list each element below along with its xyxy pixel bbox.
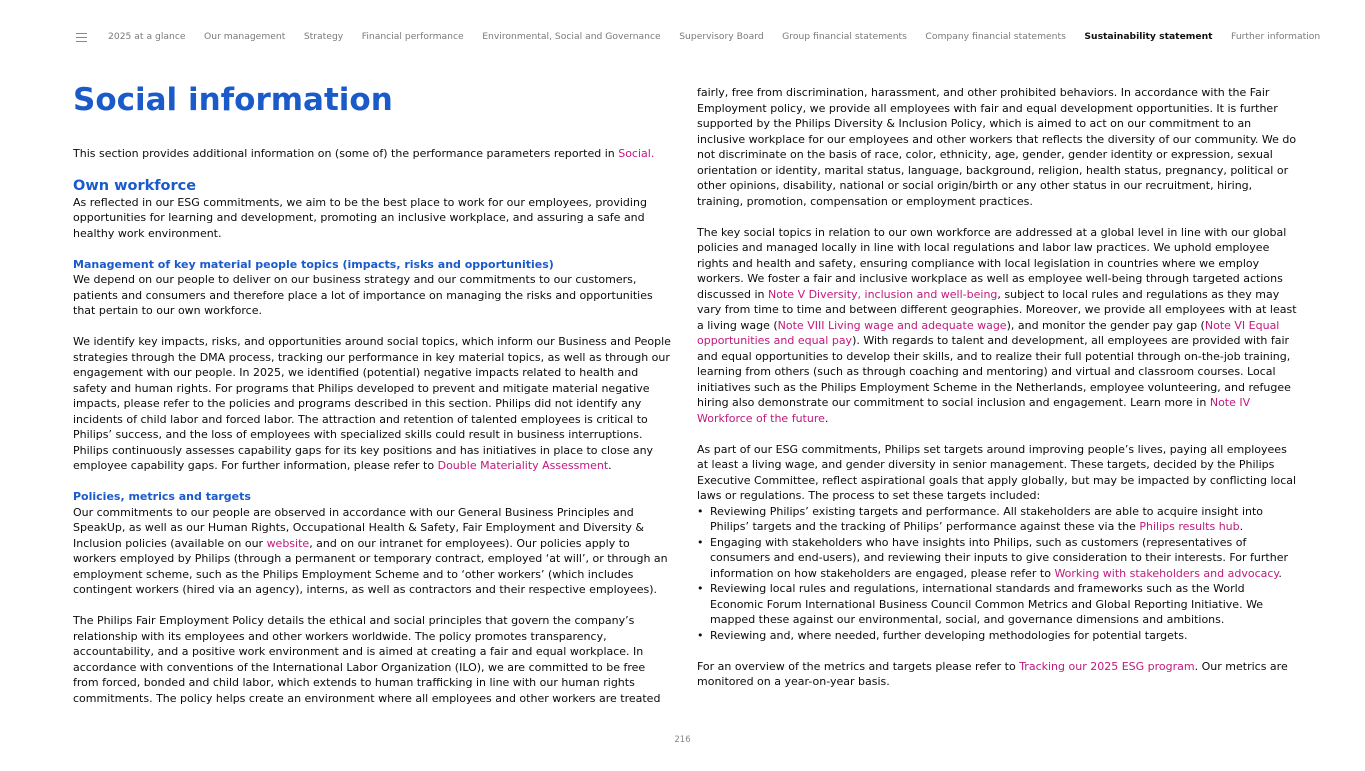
- social-link[interactable]: Social.: [618, 147, 655, 160]
- nav-item-strategy[interactable]: Strategy: [303, 31, 344, 42]
- management-paragraph-2: We identify key impacts, risks, and opportunities around social topics, which inform our Business and People strategies through the DMA process, tracking our performance in key material topics, as well as through our engagement with our people. In 2025, we identified (potential) negative impacts related to health and safety and human rights. For programs that Philips developed to prevent and mitigate material negative impacts, please refer to the policies and programs described in this section. Philips did not identify any incidents of child labor and forced labor. The attraction and retention of talented employees is critical to Philips’ success, and the loss of employees with specialized skills could result in business interruptions. Philips continuously assesses capability gaps for its key positions and has initiatives in place to close any employee capability gaps. For further information, please refer to Double Materiality Assessment.: [73, 335, 671, 472]
- management-paragraph-1: We depend on our people to deliver on our business strategy and our commitments to our customers, patients and consumers and therefore place a lot of importance on managing the risks and opportunities that pertain to our own workforce.: [73, 273, 653, 317]
- policies-paragraph-2: The Philips Fair Employment Policy details the ethical and social principles that govern the company’s relationship with its employees and other workers worldwide. The policy promotes transparency, accountability, and a positive work environment and is aimed at creating a fair and equal workplace. In accordance with conventions of the International Labor Organization (ILO), we are committed to be free from forced, bonded and child labor, which extends to human trafficking in line with our human rights commitments. The policy helps create an environment where all employees and other workers are treated: [73, 614, 661, 705]
- own-workforce-heading: Own workforce: [73, 177, 197, 194]
- double-materiality-link[interactable]: Double Materiality Assessment: [437, 459, 609, 472]
- page-title: Social information: [73, 82, 393, 118]
- left-column: [73, 80, 671, 722]
- results-hub-link[interactable]: Philips results hub: [1139, 520, 1240, 533]
- policies-paragraph-1: Our commitments to our people are observed in accordance with our General Business Principles and SpeakUp, as well as our Human Rights, Occupational Health & Safety, Fair Employment and Diversity & Inclusion policies (available on our website, and on our intranet for employees). Our policies apply to workers employed by Philips (through a permanent or temporary contract, employed ‘at will’, or through an employment scheme, such as the Philips Employment Scheme and to ‘other workers’ (which includes contingent workers (hired via an agency), interns, as well as contractors and their respective employees).: [73, 505, 668, 596]
- esg-program-link[interactable]: Tracking our 2025 ESG program: [1019, 659, 1195, 673]
- website-link[interactable]: website: [266, 536, 310, 550]
- list-item: • Reviewing and, where needed, further developing methodologies for potential targets.: [697, 628, 1297, 644]
- nav-item-company-financial-statements[interactable]: Company financial statements: [925, 31, 1066, 42]
- nav-item-esg[interactable]: Environmental, Social and Governance: [482, 31, 661, 42]
- overview-paragraph: For an overview of the metrics and targets please refer to Tracking our 2025 ESG program. Our metrics are monitored on a year-on-year basis.: [697, 659, 1288, 688]
- list-item: • Engaging with stakeholders who have insights into Philips, such as customers (representatives of consumers and end-users), and reviewing their inputs to give consideration to their interests. For further information on how stakeholders are engaged, please refer to Working with stakeholders and advocacy.: [697, 535, 1297, 582]
- top-navigation: [0, 0, 1365, 75]
- list-item: • Reviewing Philips’ existing targets and performance. All stakeholders are able to acquire insight into Philips’ targets and the tracking of Philips’ performance against these via the Philips results hub.: [697, 504, 1297, 535]
- nav-item-our-management[interactable]: Our management: [204, 31, 286, 42]
- stakeholders-link[interactable]: Working with stakeholders and advocacy: [1054, 566, 1279, 580]
- nav-links: [108, 31, 1320, 42]
- key-social-topics-paragraph: The key social topics in relation to our own workforce are addressed at a global level in line with our global policies and managed locally in line with local regulations and labor law practices. We uphold employee rights and health and safety, ensuring compliance with local legislation in countries where we employ workers. We foster a fair and inclusive workplace as well as employee well-being through targeted actions discussed in Note V Diversity, inclusion and well-being, subject to local rules and regulations as they may vary from time to time and between different geographies. Moreover, we provide all employees with at least a living wage (Note VIII Living wage and adequate wage), and monitor the gender pay gap (Note VI Equal opportunities and equal pay). With regards to talent and development, all employees are provided with fair and equal opportunities to develop their skills, and to realize their full potential through on-the-job training, learning from others (such as through coaching and mentoring) and virtual and classroom courses. Local initiatives such as the Philips Employment Scheme in the Netherlands, employee volunteering, and refugee hiring also demonstrate our commitment to social inclusion and engagement. Learn more in Note IV Workforce of the future.: [697, 225, 1297, 425]
- own-workforce-text: As reflected in our ESG commitments, we aim to be the best place to work for our employees, providing opportunities for learning and development, promoting an inclusive workplace, and assuring a safe and healthy work environment.: [73, 195, 647, 240]
- note-iv-link[interactable]: Note IV Workforce of the future: [697, 396, 1251, 425]
- targets-process-list: [697, 504, 1297, 644]
- hamburger-menu-icon[interactable]: [76, 33, 87, 42]
- targets-paragraph: As part of our ESG commitments, Philips set targets around improving people’s lives, paying all employees at least a living wage, and gender diversity in senior management. These targets, decided by the Philips Executive Committee, reflect aspirational goals that apply globally, but may be impacted by conflicting local laws or regulations. The process to set these targets included:: [697, 442, 1297, 502]
- note-viii-link[interactable]: Note VIII Living wage and adequate wage: [777, 318, 1007, 332]
- right-column: [697, 85, 1297, 705]
- note-vi-link[interactable]: Note VI Equal opportunities and equal pay: [697, 318, 1280, 347]
- policies-heading: Policies, metrics and targets: [73, 490, 251, 503]
- page-number: 216: [674, 735, 691, 745]
- nav-item-further-information[interactable]: Further information: [1231, 31, 1321, 42]
- nav-item-supervisory-board[interactable]: Supervisory Board: [679, 31, 764, 42]
- intro-paragraph: This section provides additional information on (some of) the performance parameters reported in Social.: [73, 147, 655, 160]
- nav-item-financial-performance[interactable]: Financial performance: [361, 31, 464, 42]
- list-item: • Reviewing local rules and regulations, international standards and frameworks such as the World Economic Forum International Business Council Common Metrics and Global Reporting Initiative. We mapped these against our environmental, social, and governance dimensions and ambitions.: [697, 581, 1297, 628]
- management-heading: Management of key material people topics (impacts, risks and opportunities): [73, 257, 554, 271]
- nav-item-group-financial-statements[interactable]: Group financial statements: [782, 31, 907, 42]
- nav-item-at-a-glance[interactable]: 2025 at a glance: [108, 31, 186, 42]
- fair-employment-paragraph: fairly, free from discrimination, harassment, and other prohibited behaviors. In accordance with the Fair Employment policy, we provide all employees with fair and equal development opportunities. It is further supported by the Philips Diversity & Inclusion Policy, which is aimed to act on our commitment to an inclusive workplace for our employees and other workers that reflects the diversity of our community. We do not discriminate on the basis of race, color, ethnicity, age, gender, gender identity or expression, sexual orientation or identity, marital status, language, background, religion, health status, pregnancy, political or other opinions, disability, national or social origin/birth or any other status in our recruitment, hiring, training, promotion, compensation or employment practices.: [697, 86, 1297, 208]
- nav-item-sustainability-statement[interactable]: Sustainability statement: [1084, 31, 1213, 42]
- note-v-link[interactable]: Note V Diversity, inclusion and well-being: [768, 287, 998, 301]
